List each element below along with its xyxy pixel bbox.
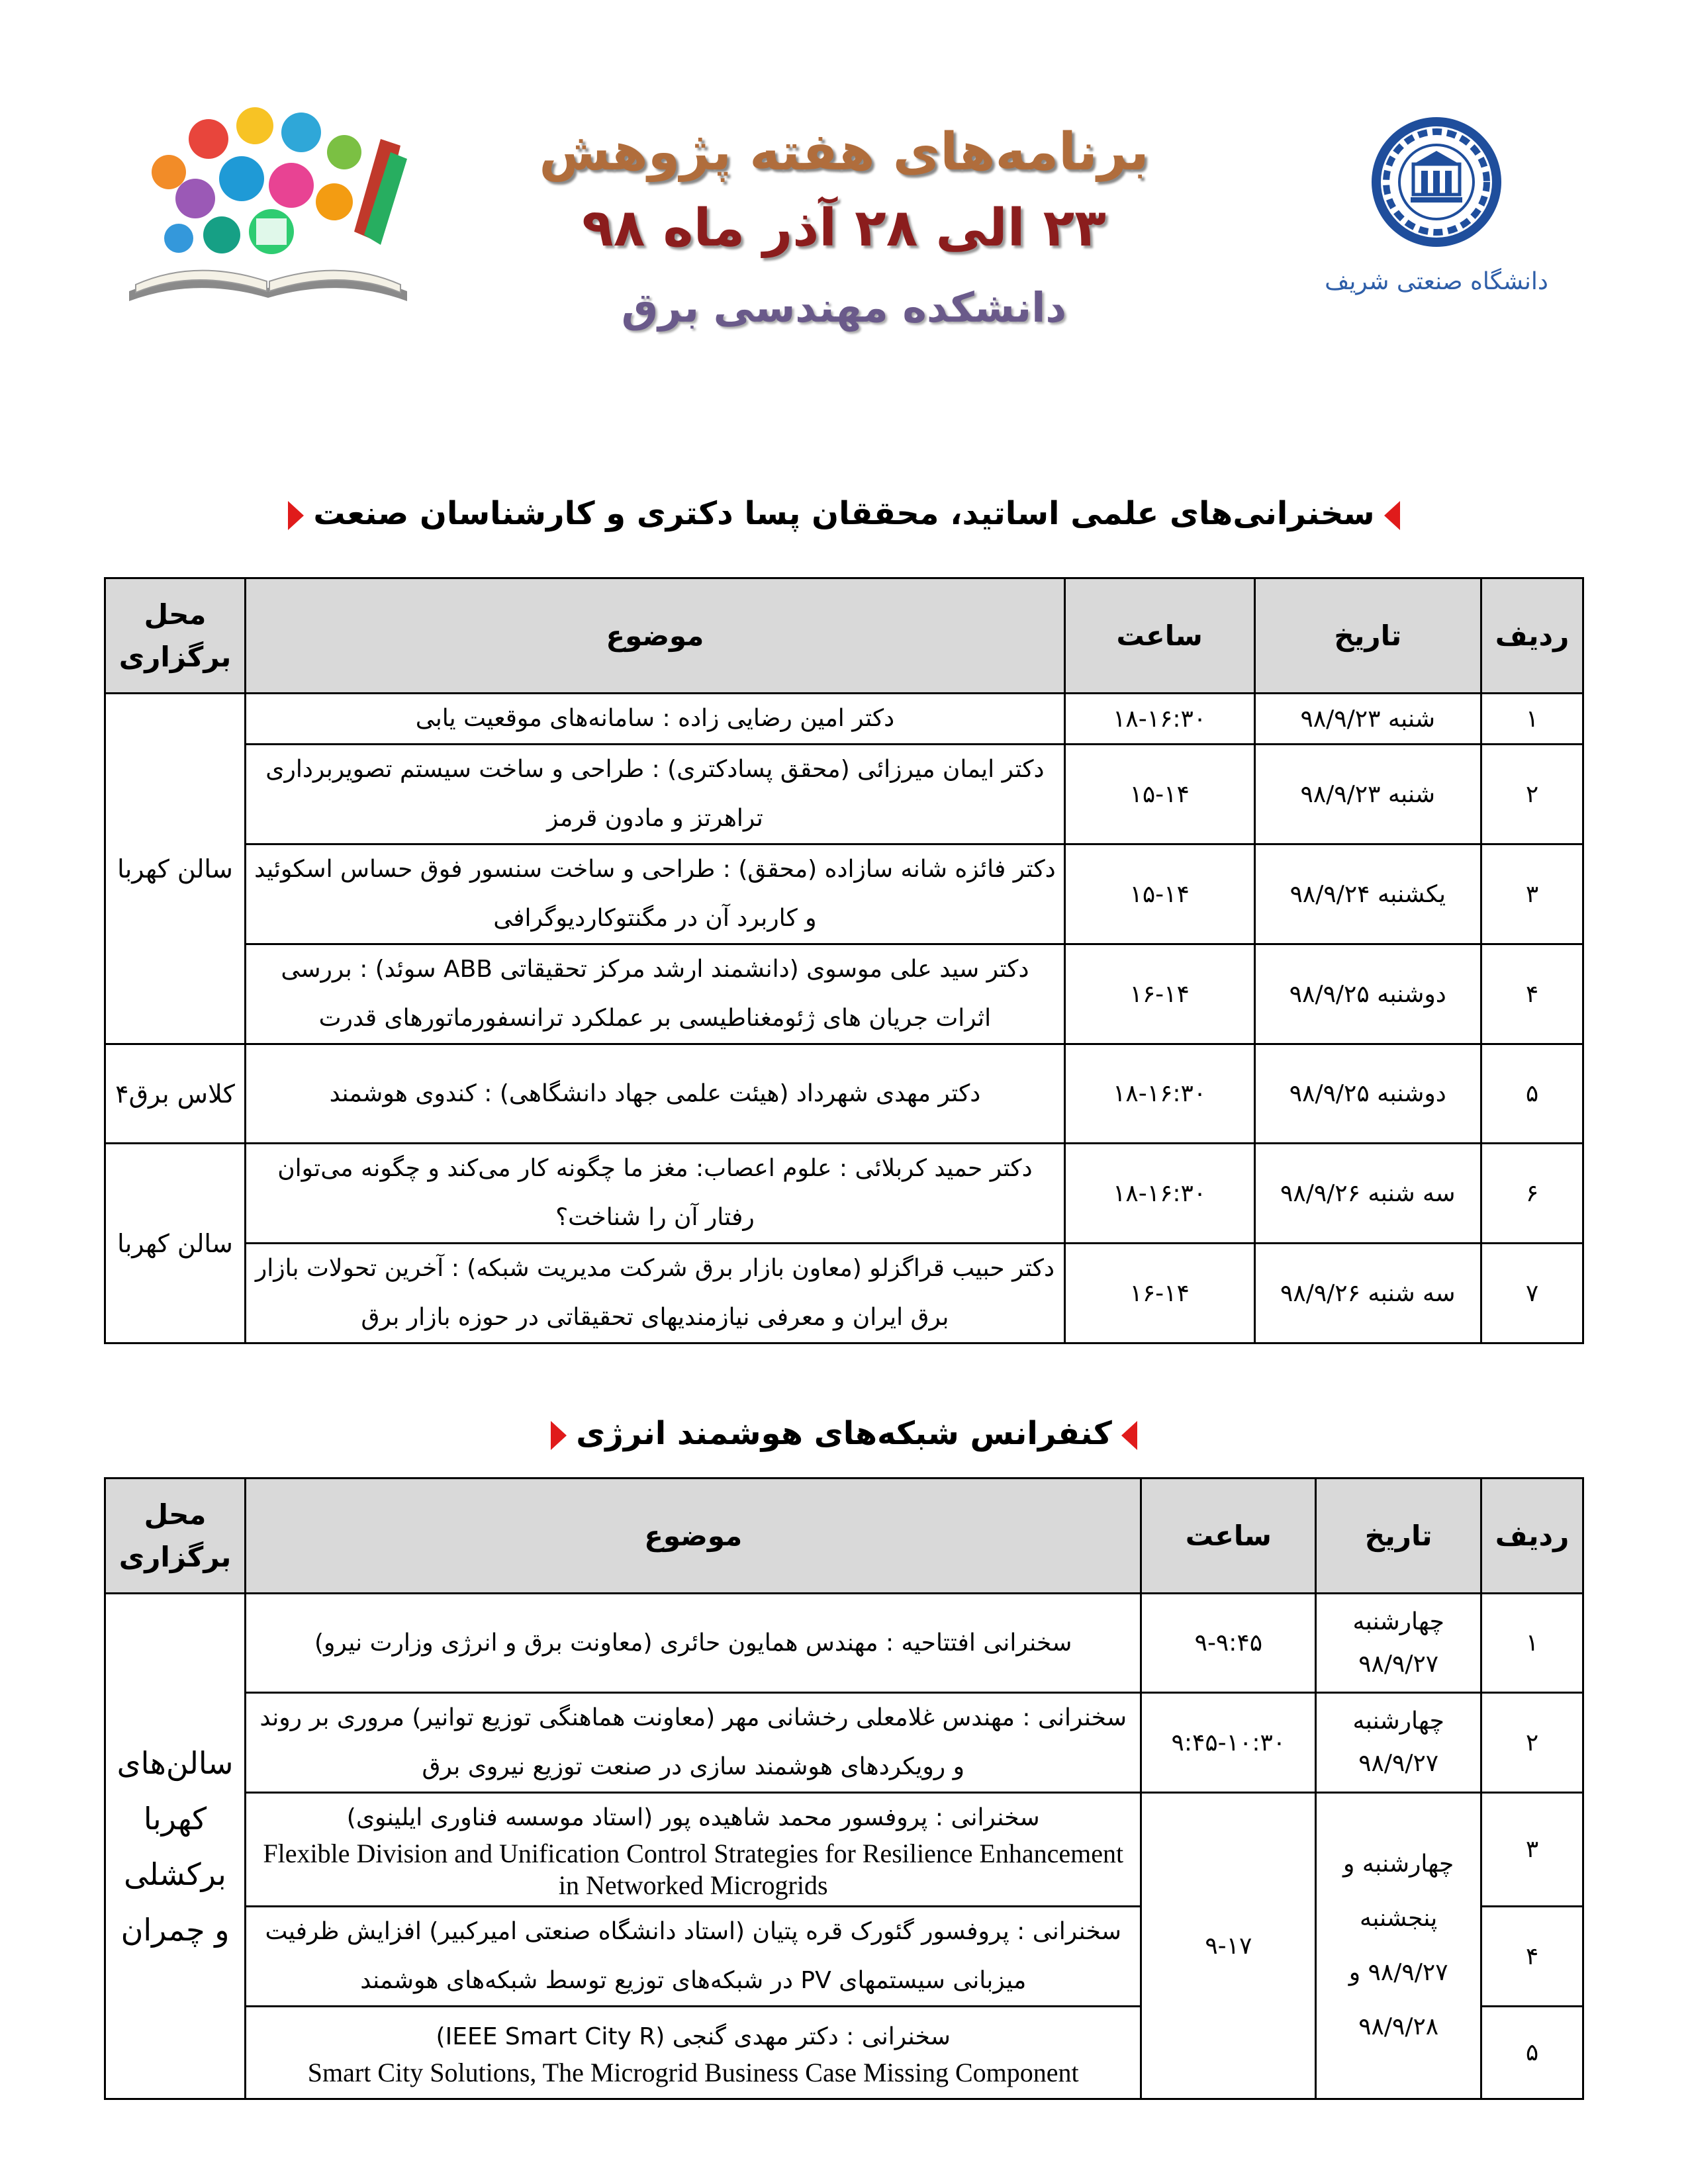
university-caption: دانشگاه صنعتی شریف: [1325, 268, 1548, 295]
row-topic: دکتر حمید کربلائی : علوم اعصاب: مغز ما چگونه کار می‌کند و چگونه می‌توان رفتار آن را شناخت؟: [246, 1144, 1065, 1244]
row-topic: [246, 2007, 1141, 2099]
row-topic-fa: سخنرانی : دکتر مهدی گنجی (IEEE Smart City R): [436, 2023, 951, 2050]
section1-table: [104, 577, 1584, 1344]
section2-title: کنفرانس شبکه‌های هوشمند انرژی: [576, 1415, 1112, 1452]
row-time: ۱۸-۱۶:۳۰: [1064, 694, 1254, 745]
row-topic: سخنرانی : مهندس غلامعلی رخشانی مهر (معاونت هماهنگی توزیع توانیر) مروری بر روند و رویکردهای هوشمند سازی در صنعت توزیع نیروی برق: [246, 1693, 1141, 1793]
row-topic-fa: سخنرانی : پروفسور محمد شاهیده پور (استاد موسسه فناوری ایلینوی): [346, 1803, 1040, 1831]
row-topic: سخنرانی افتتاحیه : مهندس همایون حائری (معاونت برق و انرژی وزارت نیرو): [246, 1594, 1141, 1693]
row-venue: کلاس برق۴: [105, 1044, 246, 1144]
table-header-row: [105, 578, 1583, 694]
row-number: ۲: [1481, 1693, 1583, 1793]
row-date: چهارشنبه ۹۸/۹/۲۷: [1316, 1693, 1481, 1793]
col-header-time: ساعت: [1064, 578, 1254, 694]
row-date: چهارشنبه ۹۸/۹/۲۷: [1316, 1594, 1481, 1693]
table-row: [105, 1693, 1583, 1793]
bullet-triangle-icon: [1121, 1421, 1137, 1450]
col-header-topic: موضوع: [246, 578, 1065, 694]
row-date: شنبه ۹۸/۹/۲۳: [1254, 745, 1481, 844]
row-time: ۱۶-۱۴: [1064, 1244, 1254, 1343]
bullet-triangle-icon: [551, 1421, 567, 1450]
row-date: دوشنبه ۹۸/۹/۲۵: [1254, 944, 1481, 1044]
table-row: [105, 1793, 1583, 1907]
section2-title-row: [0, 1415, 1688, 1452]
row-topic: سخنرانی : پروفسور گئورک قره پتیان (استاد دانشگاه صنعتی امیرکبیر) افزایش ظرفیت میزبانی سیستمهای PV در شبکه‌های توزیع توسط شبکه‌های هوشمند: [246, 1907, 1141, 2007]
row-topic: [246, 1793, 1141, 1907]
section1-title: سخنرانی‌های علمی اساتید، محققان پسا دکتری و کارشناسان صنعت: [313, 495, 1375, 532]
row-topic: دکتر ایمان میرزائی (محقق پسادکتری) : طراحی و ساخت سیستم تصویربرداری تراهرتز و مادون قرمز: [246, 745, 1065, 844]
col-header-row-number: ردیف: [1481, 578, 1583, 694]
row-time: ۱۶-۱۴: [1064, 944, 1254, 1044]
row-topic: دکتر حبیب قراگزلو (معاون بازار برق شرکت مدیریت شبکه) : آخرین تحولات بازار برق ایران و معرفی نیازمندیهای تحقیقاتی در حوزه بازار برق: [246, 1244, 1065, 1343]
col-header-date: تاریخ: [1316, 1479, 1481, 1594]
table-header-row: [105, 1479, 1583, 1594]
col-header-time: ساعت: [1141, 1479, 1316, 1594]
sharif-university-emblem: [1367, 113, 1506, 251]
row-number: ۴: [1481, 944, 1583, 1044]
row-topic: دکتر مهدی شهرداد (هیئت علمی جهاد دانشگاهی) : کندوی هوشمند: [246, 1044, 1065, 1144]
row-number: ۵: [1481, 2007, 1583, 2099]
research-week-book-logo: [116, 99, 420, 311]
row-date: شنبه ۹۸/۹/۲۳: [1254, 694, 1481, 745]
row-date: سه شنبه ۹۸/۹/۲۶: [1254, 1144, 1481, 1244]
row-topic: دکتر امین رضایی زاده : سامانه‌های موقعیت یابی: [246, 694, 1065, 745]
row-venue: سالن کهربا: [105, 1144, 246, 1343]
row-date: سه شنبه ۹۸/۹/۲۶: [1254, 1244, 1481, 1343]
row-number: ۷: [1481, 1244, 1583, 1343]
row-number: ۳: [1481, 844, 1583, 944]
col-header-venue: محل برگزاری: [105, 578, 246, 694]
table-row: [105, 1244, 1583, 1343]
university-logo-block: [1311, 113, 1562, 311]
row-topic-en: Smart City Solutions, The Microgrid Business Case Missing Component: [307, 2057, 1079, 2087]
row-number: ۴: [1481, 1907, 1583, 2007]
table-row: [105, 1044, 1583, 1144]
table-row: [105, 745, 1583, 844]
row-venue: سالن‌های کهربا برکشلی و چمران: [105, 1594, 246, 2099]
row-number: ۵: [1481, 1044, 1583, 1144]
page-header: [0, 0, 1688, 424]
row-date: دوشنبه ۹۸/۹/۲۵: [1254, 1044, 1481, 1144]
col-header-row-number: ردیف: [1481, 1479, 1583, 1594]
table-row: [105, 694, 1583, 745]
col-header-date: تاریخ: [1254, 578, 1481, 694]
row-time: ۱۵-۱۴: [1064, 745, 1254, 844]
row-number: ۲: [1481, 745, 1583, 844]
row-number: ۳: [1481, 1793, 1583, 1907]
row-topic: دکتر فائزه شانه سازاده (محقق) : طراحی و ساخت سنسور فوق حساس اسکوئید و کاربرد آن در مگنتوکاردیوگرافی: [246, 844, 1065, 944]
table-row: [105, 844, 1583, 944]
row-time: ۹:۴۵-۱۰:۳۰: [1141, 1693, 1316, 1793]
col-header-venue: محل برگزاری: [105, 1479, 246, 1594]
section2-table: [104, 1477, 1584, 2100]
row-time-shared: ۹-۱۷: [1141, 1793, 1316, 2099]
row-venue: سالن کهربا: [105, 694, 246, 1044]
row-number: ۶: [1481, 1144, 1583, 1244]
row-time: ۹-۹:۴۵: [1141, 1594, 1316, 1693]
col-header-topic: موضوع: [246, 1479, 1141, 1594]
section1-title-row: [0, 495, 1688, 532]
event-dates: ۲۳ الی ۲۸ آذر ماه ۹۸: [582, 199, 1106, 258]
row-number: ۱: [1481, 694, 1583, 745]
page-title: برنامه‌های هفته پژوهش: [539, 122, 1149, 182]
row-time: ۱۸-۱۶:۳۰: [1064, 1044, 1254, 1144]
row-date: یکشنبه ۹۸/۹/۲۴: [1254, 844, 1481, 944]
row-number: ۱: [1481, 1594, 1583, 1693]
title-block: [463, 119, 1225, 344]
bullet-triangle-icon: [288, 501, 304, 530]
table-row: [105, 1144, 1583, 1244]
row-time: ۱۸-۱۶:۳۰: [1064, 1144, 1254, 1244]
row-topic: دکتر سید علی موسوی (دانشمند ارشد مرکز تحقیقاتی ABB سوئد) : بررسی اثرات جریان های ژئومغناطیسی بر عملکرد ترانسفورماتورهای قدرت: [246, 944, 1065, 1044]
bullet-triangle-icon: [1384, 501, 1400, 530]
row-time: ۱۵-۱۴: [1064, 844, 1254, 944]
table-row: [105, 1594, 1583, 1693]
row-topic-en: Flexible Division and Unification Control Strategies for Resilience Enhancement in Networked Microgrids: [263, 1838, 1124, 1900]
row-date-shared: چهارشنبه و پنجشنبه ۹۸/۹/۲۷ و ۹۸/۹/۲۸: [1316, 1793, 1481, 2099]
table-row: [105, 944, 1583, 1044]
faculty-name: دانشکده مهندسی برق: [621, 283, 1067, 332]
